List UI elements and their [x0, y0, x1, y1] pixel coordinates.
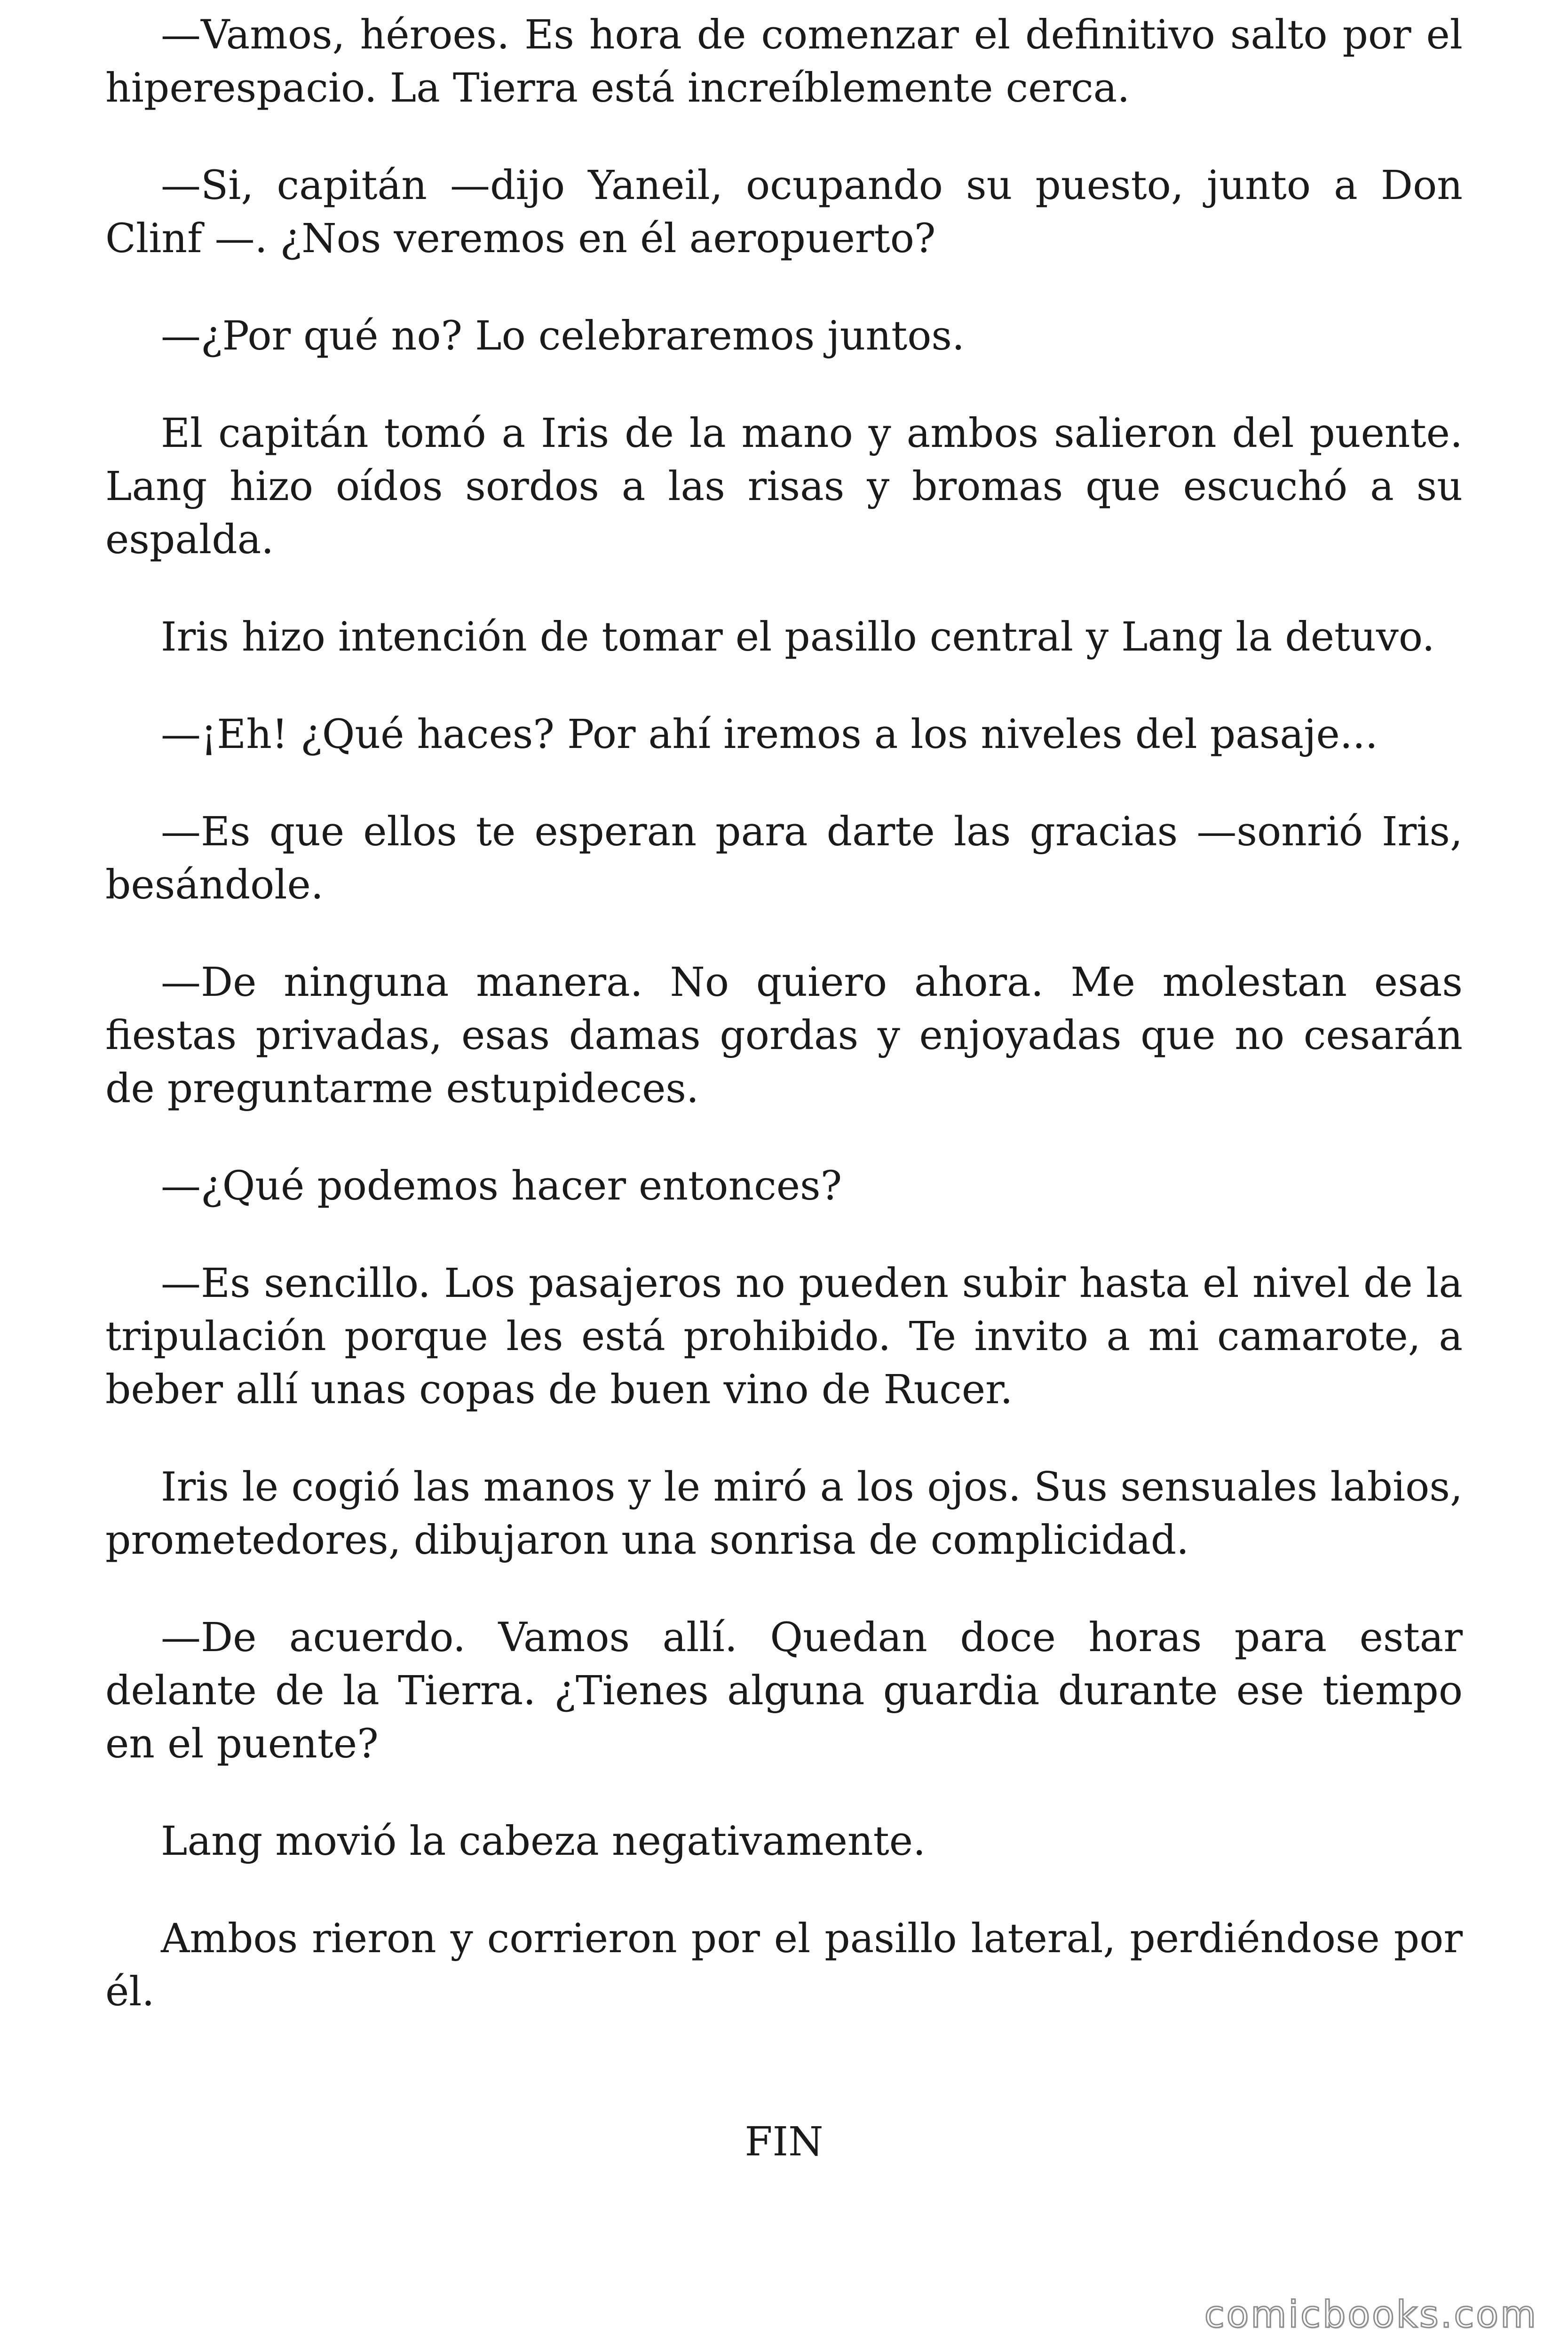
paragraph-2: —Si, capitán —dijo Yaneil, ocupando su puesto, junto a Don Clinf —. ¿Nos veremos en él aeropuerto?	[105, 162, 1463, 262]
paragraph-5: Iris hizo intención de tomar el pasillo central y Lang la detuvo.	[161, 614, 1435, 660]
paragraph-13: Lang movió la cabeza negativamente.	[161, 1818, 926, 1865]
book-page	[105, 8, 1463, 2169]
end-mark: FIN	[744, 2119, 824, 2165]
paragraph-11: Iris le cogió las manos y le miró a los ojos. Sus sensuales labios, prometedores, dibujaron una sonrisa de complicidad.	[105, 1464, 1463, 1564]
paragraph-4: El capitán tomó a Iris de la mano y ambos salieron del puente. Lang hizo oídos sordos a las risas y bromas que escuchó a su espalda.	[105, 410, 1463, 563]
site-watermark: comicbooks.com	[1204, 2294, 1538, 2336]
paragraph-1: —Vamos, héroes. Es hora de comenzar el definitivo salto por el hiperespacio. La Tierra está increíblemente cerca.	[105, 12, 1463, 111]
paragraph-12: —De acuerdo. Vamos allí. Quedan doce horas para estar delante de la Tierra. ¿Tienes alguna guardia durante ese tiempo en el puente?	[105, 1614, 1463, 1767]
paragraph-9: —¿Qué podemos hacer entonces?	[161, 1163, 842, 1209]
paragraph-10: —Es sencillo. Los pasajeros no pueden subir hasta el nivel de la tripulación porque les está prohibido. Te invito a mi camarote, a beber allí unas copas de buen vino de Rucer.	[105, 1260, 1463, 1413]
paragraph-3: —¿Por qué no? Lo celebraremos juntos.	[161, 313, 965, 359]
paragraph-14: Ambos rieron y corrieron por el pasillo lateral, perdiéndose por él.	[105, 1915, 1463, 2015]
paragraph-6: —¡Eh! ¿Qué haces? Por ahí iremos a los niveles del pasaje...	[161, 711, 1378, 758]
paragraph-8: —De ninguna manera. No quiero ahora. Me molestan esas fiestas privadas, esas damas gordas y enjoyadas que no cesarán de preguntarme estupideces.	[105, 959, 1463, 1112]
paragraph-7: —Es que ellos te esperan para darte las gracias —sonrió Iris, besándole.	[105, 809, 1463, 908]
